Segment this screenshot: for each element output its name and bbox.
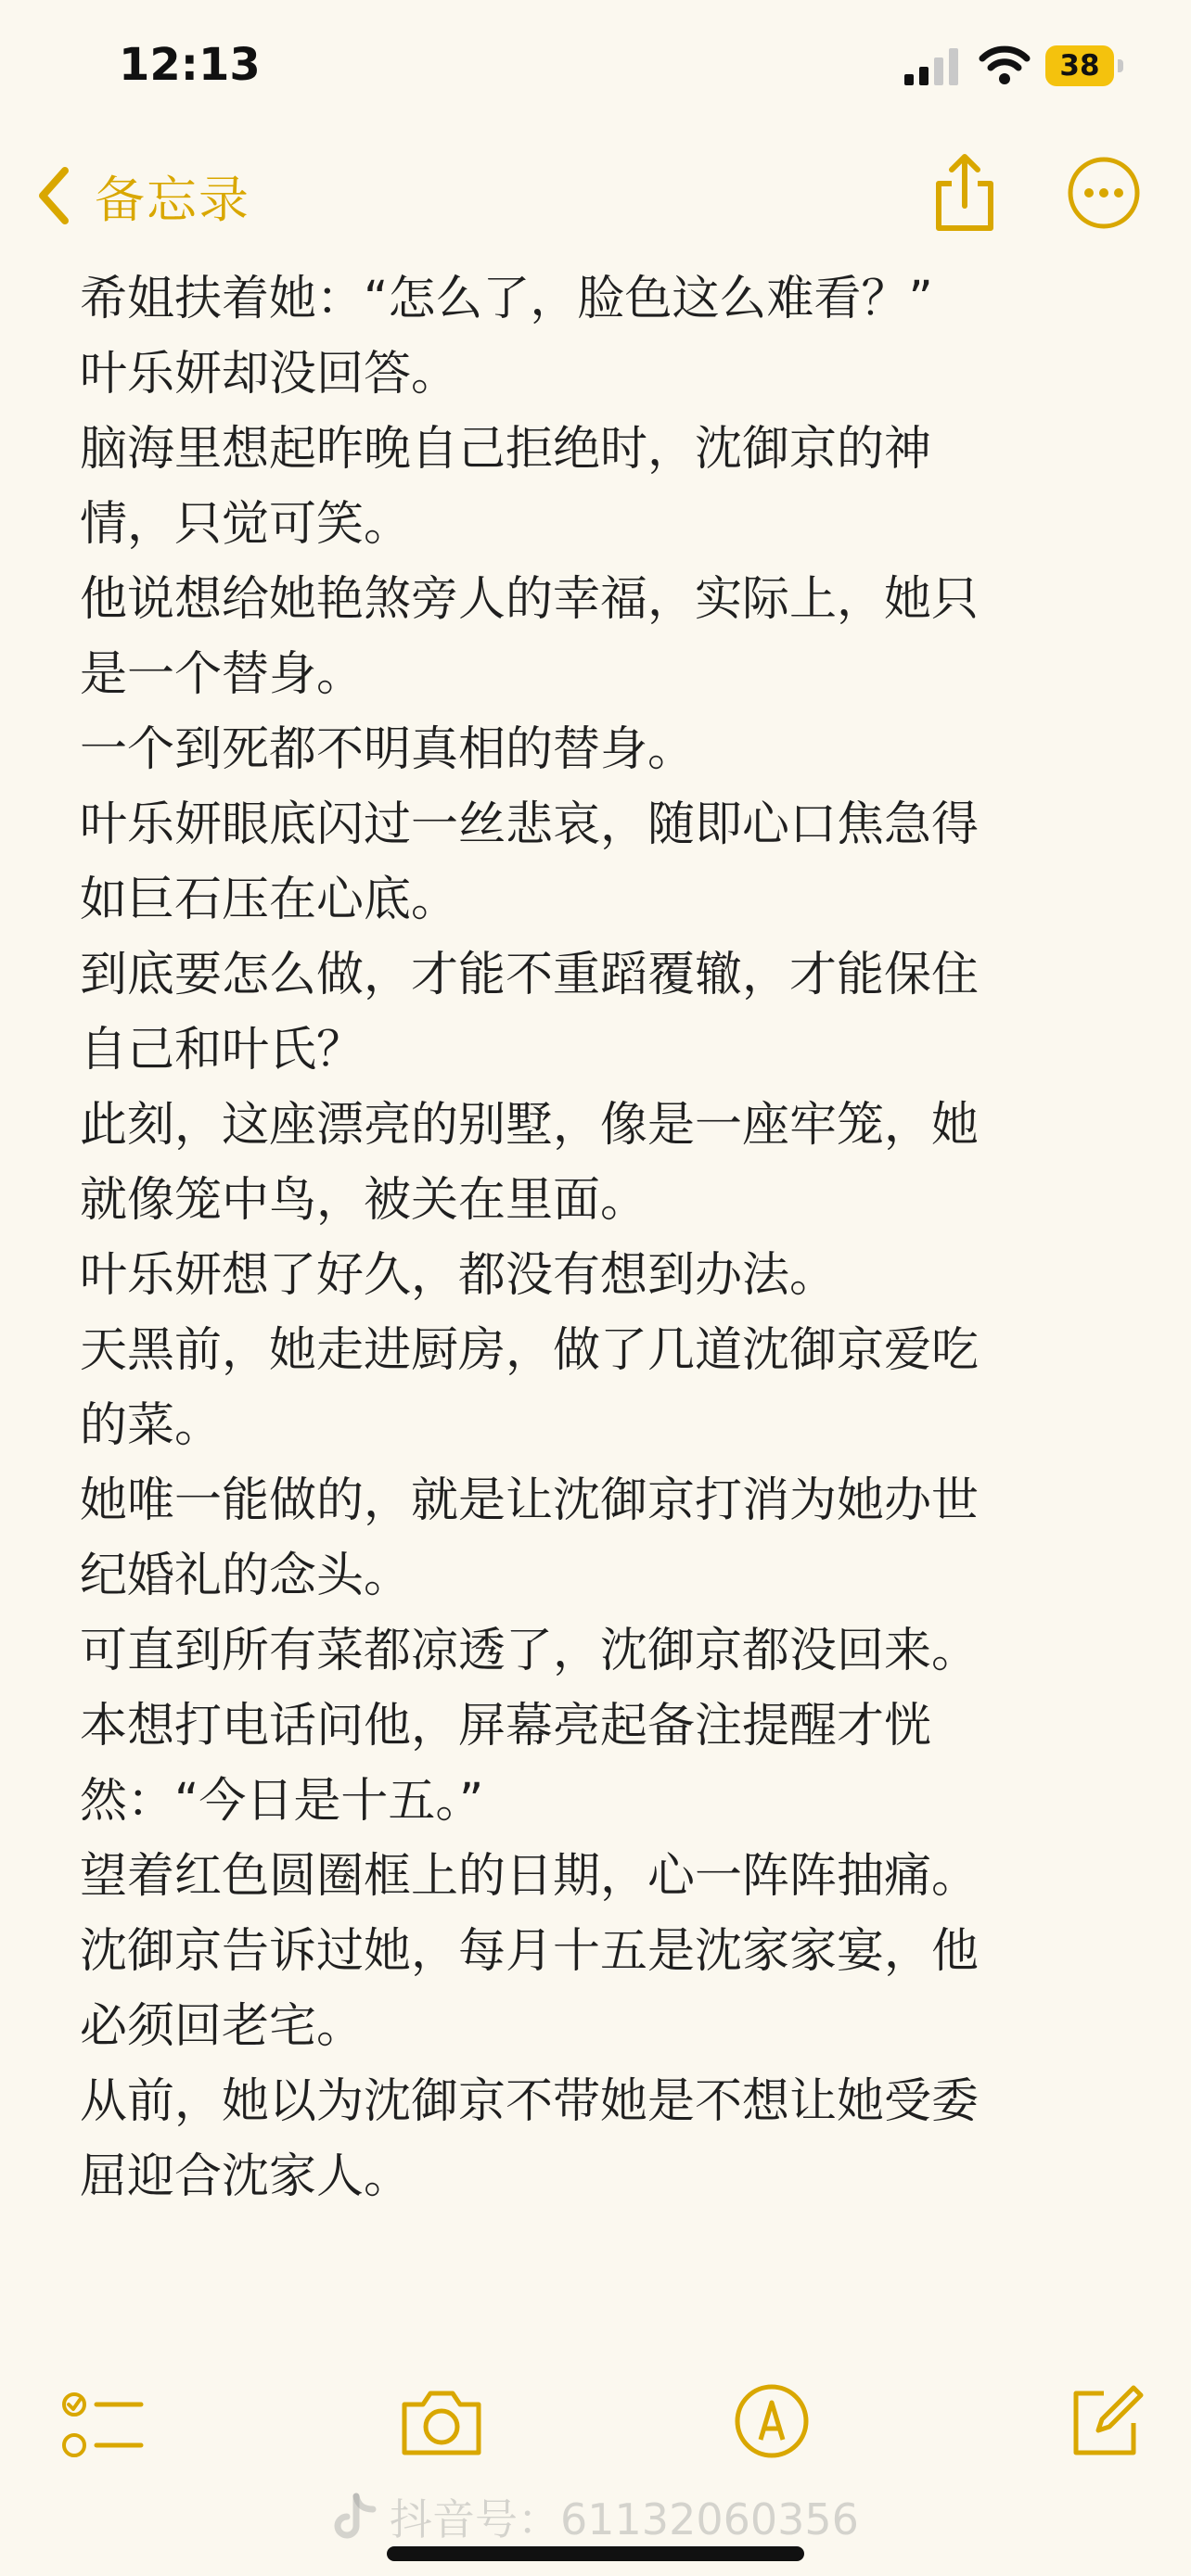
note-line: 从前，她以为沈御京不带她是不想让她受委 [80,2074,980,2129]
note-line: 屈迎合沈家人。 [80,2149,412,2204]
note-line: 情，只觉可笑。 [80,497,412,552]
note-line: 叶乐妍却没回答。 [80,347,459,402]
back-button[interactable] [35,163,250,228]
note-line: 天黑前，她走进厨房，做了几道沈御京爱吃 [80,1323,980,1378]
note-line: 自己和叶氏？ [80,1023,365,1078]
note-line: 她唯一能做的，就是让沈御京打消为她办世 [80,1473,980,1528]
note-line: 他说想给她艳煞旁人的幸福，实际上，她只 [80,572,980,627]
note-line: 希姐扶着她：“怎么了，脸色这么难看？” [80,272,933,326]
note-line: 叶乐妍想了好久，都没有想到办法。 [80,1248,838,1303]
back-label: 备忘录 [95,170,250,229]
note-line: 望着红色圆圈框上的日期，心一阵阵抽痛。 [80,1849,980,1904]
note-line: 此刻，这座漂亮的别墅，像是一座牢笼，她 [80,1098,980,1153]
camera-icon[interactable] [399,2384,484,2460]
note-line: 可直到所有菜都凉透了，沈御京都没回来。 [80,1624,980,1678]
checklist-icon[interactable] [61,2390,145,2462]
cellular-signal-icon [904,48,960,85]
note-line: 就像笼中鸟，被关在里面。 [80,1173,648,1228]
note-line: 本想打电话问他，屏幕亮起备注提醒才恍 [80,1699,932,1753]
note-line: 沈御京告诉过她，每月十五是沈家家宴，他 [80,1924,980,1979]
wifi-icon [979,45,1031,85]
home-indicator[interactable] [387,2546,804,2561]
status-time: 12:13 [119,39,261,91]
watermark [334,2489,859,2544]
more-icon[interactable] [1067,156,1141,230]
bottom-toolbar [0,2378,1191,2471]
battery-indicator [1045,45,1125,86]
note-line: 的菜。 [80,1398,223,1453]
note-line: 脑海里想起昨晚自己拒绝时，沈御京的神 [80,422,932,477]
chevron-left-icon [35,165,72,226]
status-bar [0,0,1191,139]
note-line: 必须回老宅。 [80,1999,365,2054]
note-line: 纪婚礼的念头。 [80,1549,412,1603]
compose-icon[interactable] [1067,2382,1145,2460]
battery-level: 38 [1059,49,1100,83]
note-line: 是一个替身。 [80,647,365,702]
watermark-text: 抖音号：61132060356 [390,2494,859,2544]
markup-icon[interactable] [733,2382,811,2460]
note-line: 叶乐妍眼底闪过一丝悲哀，随即心口焦急得 [80,797,980,852]
battery-cap [1118,59,1123,72]
share-icon[interactable] [929,152,1000,234]
tiktok-logo-icon [334,2493,377,2541]
note-line: 如巨石压在心底。 [80,873,459,927]
note-line: 到底要怎么做，才能不重蹈覆辙，才能保住 [80,948,980,1002]
note-line: 然：“今日是十五。” [80,1774,484,1829]
note-line: 一个到死都不明真相的替身。 [80,722,696,777]
note-body[interactable] [80,261,1119,2214]
nav-bar [0,139,1191,250]
